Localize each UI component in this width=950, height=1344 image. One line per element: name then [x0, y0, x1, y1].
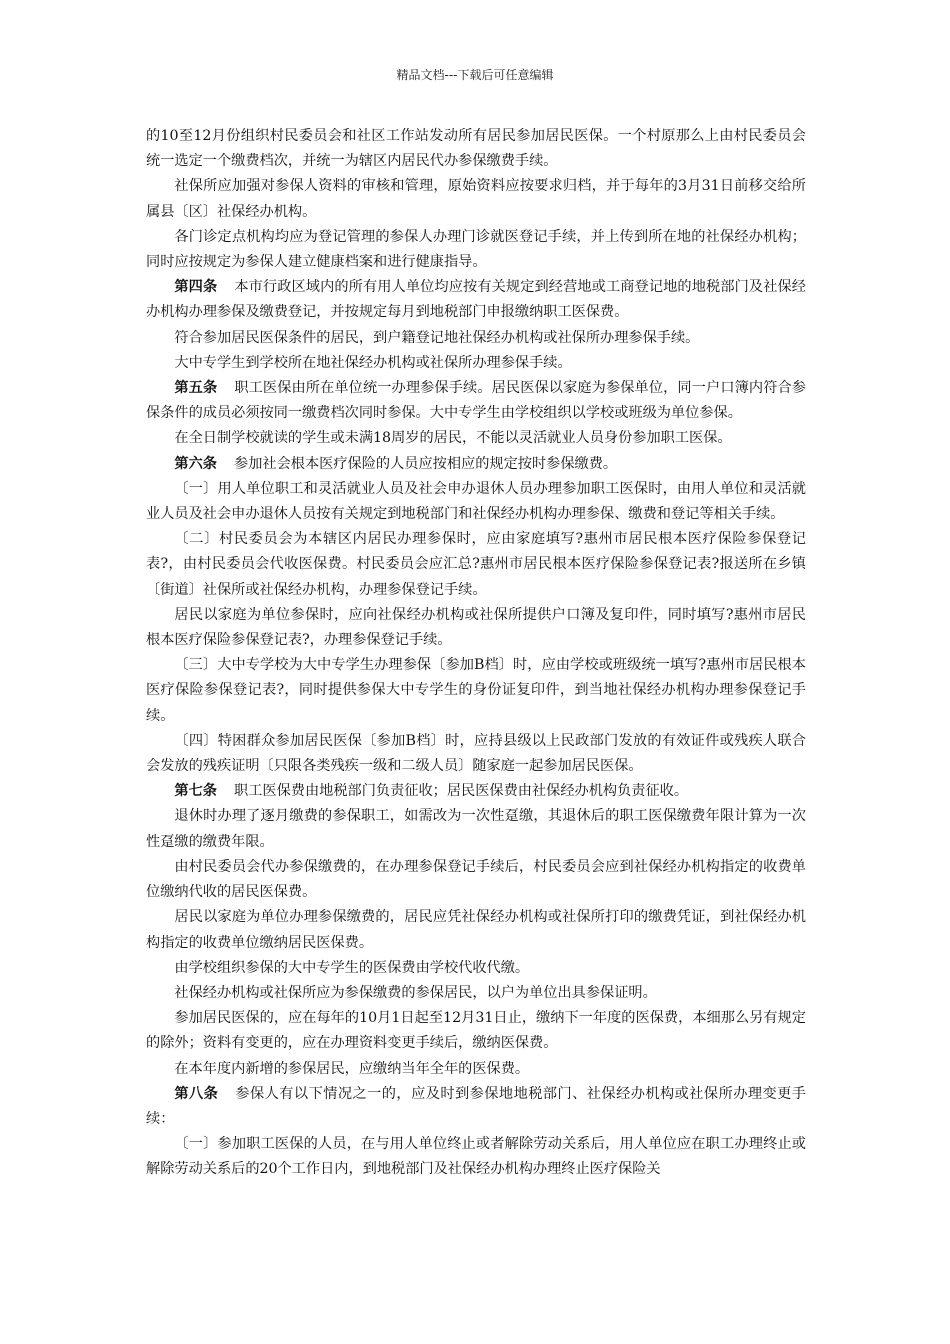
paragraph	[146, 905, 806, 955]
paragraph-text: 〔一〕参加职工医保的人员，在与用人单位终止或者解除劳动关系后，用人单位应在职工办理终止或解除劳动关系后的20个工作日内，到地税部门及社保经办机构办理终止医疗保险关	[146, 1136, 806, 1178]
paragraph-text: 在本年度内新增的参保居民，应缴纳当年全年的医保费。	[174, 1060, 530, 1077]
paragraph	[146, 477, 806, 527]
paragraph	[146, 779, 806, 804]
paragraph	[146, 956, 806, 981]
paragraph	[146, 275, 806, 325]
paragraph	[146, 653, 806, 729]
paragraph-text: 本市行政区域内的所有用人单位均应按有关规定到经营地或工商登记地的地税部门及社保经办机构办理参保及缴费登记，并按规定每月到地税部门申报缴纳职工医保费。	[146, 279, 806, 321]
paragraph-text: 由村民委员会代办参保缴费的，在办理参保登记手续后，村民委员会应到社保经办机构指定的收费单位缴纳代收的居民医保费。	[146, 858, 806, 901]
paragraph	[146, 603, 806, 653]
paragraph	[146, 1057, 806, 1082]
paragraph-text: 职工医保由所在单位统一办理参保手续。居民医保以家庭为参保单位，同一户口簿内符合参保条件的成员必须按同一缴费档次同时参保。大中专学生由学校组织以学校或班级为单位参保。	[146, 380, 806, 422]
paragraph	[146, 981, 806, 1006]
paragraph-text: 大中专学生到学校所在地社保经办机构或社保所办理参保手续。	[174, 354, 572, 371]
article-heading: 第四条	[174, 279, 218, 296]
paragraph-text: 〔三〕大中专学校为大中专学生办理参保〔参加B档〕时，应由学校或班级统一填写?惠州市居民根本医疗保险参保登记表?，同时提供参保大中专学生的身份证复印件，到当地社保经办机构办理参保登记手续。	[146, 657, 806, 724]
paragraph-text: 的10至12月份组织村民委员会和社区工作站发动所有居民参加居民医保。一个村原那么上由村民委员会统一选定一个缴费档次，并统一为辖区内居民代办参保缴费手续。	[146, 128, 806, 170]
paragraph	[146, 804, 806, 854]
article-heading: 第五条	[174, 380, 218, 397]
paragraph-text: 参加居民医保的，应在每年的10月1日起至12月31日止，缴纳下一年度的医保费，本细那么另有规定的除外；资料有变更的，应在办理资料变更手续后，缴纳医保费。	[146, 1010, 806, 1052]
article-heading: 第七条	[174, 783, 217, 800]
paragraph-text: 参保人有以下情况之一的，应及时到参保地地税部门、社保经办机构或社保所办理变更手续：	[146, 1085, 806, 1127]
paragraph-text: 由学校组织参保的大中专学生的医保费由学校代收代缴。	[174, 959, 530, 976]
article-heading: 第六条	[174, 455, 217, 472]
paragraph-text: 〔一〕用人单位职工和灵活就业人员及社会申办退休人员办理参加职工医保时，由用人单位和灵活就业人员及社会申办退休人员按有关规定到地税部门和社保经办机构办理参保、缴费和登记等相关手续。	[146, 480, 806, 523]
paragraph-text: 退休时办理了逐月缴费的参保职工，如需改为一次性趸缴，其退休后的职工医保缴费年限计算为一次性趸缴的缴费年限。	[146, 808, 806, 850]
paragraph	[146, 1082, 806, 1132]
paragraph	[146, 426, 806, 451]
paragraph-text: 参加社会根本医疗保险的人员应按相应的规定按时参保缴费。	[234, 455, 618, 472]
paragraph	[146, 855, 806, 905]
paragraph-text: 社保经办机构或社保所应为参保缴费的参保居民，以户为单位出具参保证明。	[174, 984, 657, 1001]
paragraph	[146, 351, 806, 376]
article-heading: 第八条	[174, 1085, 219, 1102]
paragraph-text: 符合参加居民医保条件的居民，到户籍登记地社保经办机构或社保所办理参保手续。	[174, 329, 700, 346]
paragraph-text: 在全日制学校就读的学生或未满18周岁的居民，不能以灵活就业人员身份参加职工医保。	[174, 430, 732, 447]
paragraph-text: 居民以家庭为单位办理参保缴费的，居民应凭社保经办机构或社保所打印的缴费凭证，到社保经办机构指定的收费单位缴纳居民医保费。	[146, 909, 806, 951]
paragraph	[146, 225, 806, 275]
paragraph	[146, 174, 806, 224]
paragraph	[146, 376, 806, 426]
paragraph	[146, 124, 806, 174]
paragraph	[146, 452, 806, 477]
page-header: 精品文档---下载后可任意编辑	[396, 68, 554, 82]
paragraph	[146, 1006, 806, 1056]
document-body	[146, 124, 806, 1183]
paragraph	[146, 729, 806, 779]
paragraph	[146, 1132, 806, 1182]
paragraph-text: 各门诊定点机构均应为登记管理的参保人办理门诊就医登记手续，并上传到所在地的社保经办机构；同时应按规定为参保人建立健康档案和进行健康指导。	[146, 228, 806, 271]
paragraph-text: 〔二〕村民委员会为本辖区内居民办理参保时，应由家庭填写?惠州市居民根本医疗保险参保登记表?，由村民委员会代收医保费。村民委员会应汇总?惠州市居民根本医疗保险参保登记表?报送所在乡镇〔街道〕社保所或社保经办机构，办理参保登记手续。	[146, 531, 806, 598]
paragraph-text: 职工医保费由地税部门负责征收；居民医保费由社保经办机构负责征收。	[234, 783, 689, 800]
paragraph	[146, 326, 806, 351]
paragraph-text: 居民以家庭为单位参保时，应向社保经办机构或社保所提供户口簿及复印件，同时填写?惠州市居民根本医疗保险参保登记表?，办理参保登记手续。	[146, 606, 806, 649]
paragraph	[146, 527, 806, 603]
paragraph-text: 社保所应加强对参保人资料的审核和管理，原始资料应按要求归档，并于每年的3月31日前移交给所属县〔区〕社保经办机构。	[146, 178, 806, 220]
paragraph-text: 〔四〕特困群众参加居民医保〔参加B档〕时，应持县级以上民政部门发放的有效证件或残疾人联合会发放的残疾证明〔只限各类残疾一级和二级人员〕随家庭一起参加居民医保。	[146, 732, 806, 775]
